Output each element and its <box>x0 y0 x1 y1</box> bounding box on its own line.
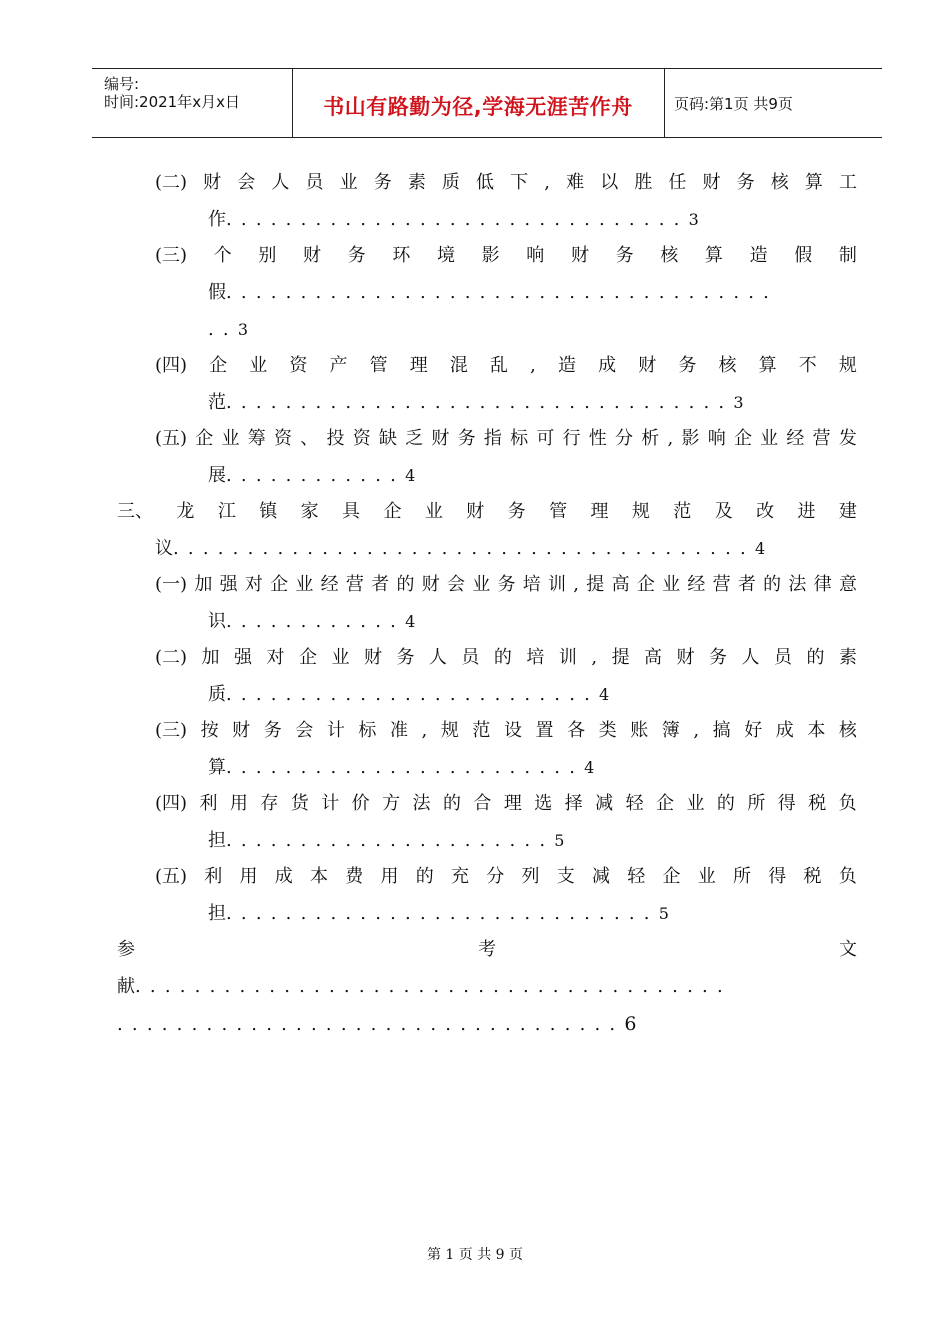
toc-entry-title-line <box>155 166 857 200</box>
page-code: 页码:第1页 共9页 <box>674 95 793 113</box>
toc-entry-char: 成 <box>598 355 617 376</box>
toc-entry-char: 影 <box>681 428 700 449</box>
toc-entry-char: 算 <box>758 355 777 376</box>
toc-entry-leader-line <box>208 897 669 931</box>
dot-leader: ............ <box>226 465 406 486</box>
toc-entry-char: 算 <box>804 172 823 193</box>
toc-entry-char: 本 <box>807 720 826 741</box>
toc-entry-char: 财 <box>431 428 450 449</box>
dot-leader: .. <box>208 319 238 340</box>
toc-entry-char: 财 <box>570 245 589 266</box>
toc-entry-char: 的 <box>716 793 735 814</box>
toc-entry-char: 业 <box>295 574 314 595</box>
toc-entry-leader-line <box>208 386 744 420</box>
toc-entry-char: 营 <box>345 574 364 595</box>
toc-entry-leader-line <box>208 313 248 347</box>
toc-entry-title-line <box>117 495 857 529</box>
dot-leader: .................................. <box>117 1014 625 1035</box>
toc-page-number: 4 <box>754 539 766 558</box>
toc-entry-char: 龙 <box>176 501 195 522</box>
toc-entry-char: 务 <box>497 574 516 595</box>
toc-entry-char: 高 <box>611 574 630 595</box>
toc-entry-char: 业 <box>472 574 491 595</box>
toc-entry-char: 及 <box>714 501 733 522</box>
toc-entry-char: 存 <box>260 793 279 814</box>
toc-entry-char: 低 <box>476 172 495 193</box>
toc-entry-char: , <box>667 428 674 449</box>
toc-entry-char: 财 <box>702 172 721 193</box>
toc-entry-char: 可 <box>536 428 555 449</box>
toc-page-number: 4 <box>599 685 610 704</box>
toc-entry-char: 价 <box>351 793 370 814</box>
toc-entry-char: 、 <box>300 428 319 449</box>
toc-entry-leader-line <box>117 1007 636 1041</box>
toc-entry-leader-line <box>208 751 594 785</box>
toc-entry-char: 析 <box>641 428 660 449</box>
toc-entry-char: 务 <box>678 355 697 376</box>
toc-entry-leader-line <box>208 605 415 639</box>
dot-leader: ...................... <box>226 830 555 851</box>
toc-entry-char: 经 <box>320 574 339 595</box>
toc-entry-char: 准 <box>389 720 408 741</box>
toc-entry-char: 务 <box>373 172 392 193</box>
toc-entry-char: 筹 <box>247 428 266 449</box>
toc-entry-char: 务 <box>507 501 526 522</box>
toc-entry-char: 所 <box>747 793 766 814</box>
toc-entry-char: 财 <box>638 355 657 376</box>
toc-entry-continuation: 献 <box>117 976 135 997</box>
dot-leader: ..................................... <box>226 282 779 303</box>
toc-entry-char: 业 <box>697 866 716 887</box>
toc-entry-char: 任 <box>668 172 687 193</box>
toc-entry-char: , <box>573 574 580 595</box>
toc-entry-char: 企 <box>656 793 675 814</box>
toc-entry-char: 财 <box>303 245 322 266</box>
toc-entry-char: 务 <box>709 647 728 668</box>
toc-entry-char: , <box>544 172 550 193</box>
toc-entry-number: (三) <box>155 720 188 741</box>
page-footer: 第 1 页 共 9 页 <box>426 1247 524 1263</box>
toc-entry-char: 务 <box>736 172 755 193</box>
toc-entry-char: 意 <box>838 574 857 595</box>
toc-entry-char: 择 <box>564 793 583 814</box>
toc-entry-char: 的 <box>806 647 825 668</box>
toc-entry-char: 会 <box>237 172 256 193</box>
toc-entry-char: 胜 <box>634 172 653 193</box>
toc-page-number: 6 <box>624 1013 637 1035</box>
toc-entry-char: 充 <box>451 866 470 887</box>
toc-entry-char: 搞 <box>712 720 731 741</box>
toc-entry-char: 素 <box>407 172 426 193</box>
toc-entry-char: 律 <box>813 574 832 595</box>
toc-entry-char: 改 <box>756 501 775 522</box>
toc-entry-char: 经 <box>687 574 706 595</box>
toc-entry-title-line <box>155 239 857 273</box>
toc-entry-char: 以 <box>600 172 619 193</box>
toc-entry-char: 按 <box>200 720 219 741</box>
toc-entry-char: 会 <box>446 574 465 595</box>
toc-entry-char: 难 <box>566 172 585 193</box>
toc-entry-char: 加 <box>194 574 213 595</box>
toc-entry-char: 设 <box>503 720 522 741</box>
toc-entry-char: 环 <box>392 245 411 266</box>
toc-entry-char: 减 <box>595 793 614 814</box>
toc-entry-char: 培 <box>522 574 541 595</box>
toc-entry-char: 人 <box>428 647 447 668</box>
toc-entry-char: 费 <box>345 866 364 887</box>
toc-entry-char: 税 <box>803 866 822 887</box>
toc-entry-char: 建 <box>838 501 857 522</box>
toc-entry-char: 成 <box>274 866 293 887</box>
toc-entry-char: 支 <box>556 866 575 887</box>
dot-leader: ............ <box>226 611 406 632</box>
toc-entry-char: 账 <box>630 720 649 741</box>
toc-entry-char: 人 <box>741 647 760 668</box>
toc-entry-char: 资 <box>289 355 308 376</box>
toc-entry-char: 法 <box>788 574 807 595</box>
dot-leader: ............................... <box>226 209 689 230</box>
toc-entry-char: 本 <box>310 866 329 887</box>
toc-entry-char: 训 <box>548 574 567 595</box>
dot-leader: ....................................... <box>173 538 755 559</box>
toc-entry-char: 企 <box>662 866 681 887</box>
toc-entry-char: 务 <box>396 647 415 668</box>
toc-entry-char: 资 <box>352 428 371 449</box>
toc-entry-char: 核 <box>718 355 737 376</box>
toc-entry-char: 的 <box>493 647 512 668</box>
toc-entry-char: 计 <box>326 720 345 741</box>
toc-entry-char: 企 <box>383 501 402 522</box>
toc-entry-char: 者 <box>737 574 756 595</box>
toc-entry-char: 分 <box>615 428 634 449</box>
toc-entry-char: 理 <box>503 793 522 814</box>
toc-entry-char: 业 <box>221 428 240 449</box>
toc-entry-char: 法 <box>412 793 431 814</box>
toc-entry-char: 业 <box>662 574 681 595</box>
toc-entry-number: (二) <box>155 172 188 193</box>
toc-entry-char: 企 <box>636 574 655 595</box>
toc-entry-char: 置 <box>535 720 554 741</box>
toc-entry-char: 镇 <box>259 501 278 522</box>
toc-page-number: 4 <box>405 466 416 485</box>
toc-entry-char: 分 <box>486 866 505 887</box>
toc-entry-char: 营 <box>812 428 831 449</box>
toc-entry-char: 高 <box>644 647 663 668</box>
toc-entry-char: 响 <box>526 245 545 266</box>
toc-entry-number: (五) <box>155 866 188 887</box>
toc-entry-char: 行 <box>562 428 581 449</box>
toc-entry-number: (五) <box>155 428 188 449</box>
toc-entry-char: 影 <box>481 245 500 266</box>
toc-entry-char: 对 <box>244 574 263 595</box>
toc-entry-char: 产 <box>329 355 348 376</box>
toc-entry-char: 得 <box>768 866 787 887</box>
toc-entry-char: 务 <box>615 245 634 266</box>
toc-entry-char: 投 <box>326 428 345 449</box>
toc-entry-continuation: 识 <box>208 611 226 632</box>
toc-entry-number: (一) <box>155 574 188 595</box>
toc-entry-title-line <box>155 860 857 894</box>
toc-entry-char: 财 <box>466 501 485 522</box>
toc-entry-char: 计 <box>321 793 340 814</box>
toc-entry-continuation: 质 <box>208 684 226 705</box>
toc-entry-char: 列 <box>521 866 540 887</box>
toc-entry-char: 务 <box>457 428 476 449</box>
toc-entry-char: 所 <box>733 866 752 887</box>
toc-entry-leader-line <box>208 203 699 237</box>
toc-entry-char: 管 <box>369 355 388 376</box>
dot-leader: ........................ <box>226 757 585 778</box>
toc-entry-char: 提 <box>611 647 630 668</box>
toc-entry-char: 的 <box>415 866 434 887</box>
toc-entry-char: 业 <box>760 428 779 449</box>
toc-entry-char: 财 <box>676 647 695 668</box>
toc-entry-char: 减 <box>592 866 611 887</box>
toc-entry-char: 别 <box>258 245 277 266</box>
toc-entry-char: 训 <box>558 647 577 668</box>
toc-entry-leader-line <box>208 678 609 712</box>
toc-entry-title-line <box>155 787 857 821</box>
toc-entry-char: 江 <box>217 501 236 522</box>
toc-entry-char: 务 <box>347 245 366 266</box>
toc-entry-char: 员 <box>461 647 480 668</box>
toc-entry-char: , <box>591 647 598 668</box>
toc-entry-char: 文 <box>839 939 857 960</box>
toc-entry-char: , <box>421 720 428 741</box>
toc-entry-continuation: 展 <box>208 465 226 486</box>
toc-entry-char: 性 <box>588 428 607 449</box>
toc-entry-char: 用 <box>239 866 258 887</box>
toc-entry-title-line <box>155 349 857 383</box>
motto: 书山有路勤为径,学海无涯苦作舟 <box>323 95 633 119</box>
toc-entry-char: 发 <box>838 428 857 449</box>
toc-entry-char: 素 <box>838 647 857 668</box>
toc-entry-char: 造 <box>749 245 768 266</box>
toc-entry-char: 簿 <box>661 720 680 741</box>
toc-entry-char: 混 <box>449 355 468 376</box>
toc-entry-char: 企 <box>209 355 228 376</box>
toc-entry-char: 乏 <box>405 428 424 449</box>
dot-leader: ........................................ <box>135 976 732 997</box>
toc-entry-char: 财 <box>203 172 222 193</box>
toc-entry-char: 缺 <box>378 428 397 449</box>
toc-entry-char: 财 <box>421 574 440 595</box>
toc-entry-char: 响 <box>707 428 726 449</box>
toc-entry-continuation: 议 <box>155 538 173 559</box>
toc-entry-continuation: 担 <box>208 903 226 924</box>
toc-entry-continuation: 范 <box>208 392 226 413</box>
toc-entry-char: 者 <box>371 574 390 595</box>
toc-entry-char: 不 <box>798 355 817 376</box>
toc-entry-char: , <box>693 720 700 741</box>
toc-entry-char: 核 <box>660 245 679 266</box>
toc-entry-char: 合 <box>473 793 492 814</box>
toc-entry-char: 制 <box>838 245 857 266</box>
toc-entry-char: 资 <box>273 428 292 449</box>
toc-entry-char: 利 <box>199 793 218 814</box>
toc-entry-char: 对 <box>266 647 285 668</box>
toc-entry-char: 指 <box>483 428 502 449</box>
toc-entry-char: 工 <box>838 172 857 193</box>
toc-entry-char: 境 <box>436 245 455 266</box>
toc-entry-char: 假 <box>794 245 813 266</box>
toc-entry-char: 具 <box>342 501 361 522</box>
toc-entry-char: 类 <box>598 720 617 741</box>
toc-page-number: 3 <box>733 393 744 412</box>
toc-entry-char: 经 <box>786 428 805 449</box>
toc-entry-title-line <box>155 422 857 456</box>
toc-entry-char: 下 <box>510 172 529 193</box>
toc-entry-char: 的 <box>442 793 461 814</box>
toc-entry-char: 进 <box>797 501 816 522</box>
toc-entry-leader-line <box>155 532 765 566</box>
toc-page-number: 4 <box>405 612 416 631</box>
toc-entry-char: 业 <box>424 501 443 522</box>
toc-entry-continuation: 作 <box>208 209 226 230</box>
toc-entry-title-line <box>155 568 857 602</box>
toc-entry-char: , <box>530 355 536 376</box>
toc-entry-char: 乱 <box>490 355 509 376</box>
toc-entry-char: 负 <box>838 866 857 887</box>
toc-entry-char: 提 <box>586 574 605 595</box>
toc-entry-char: 负 <box>838 793 857 814</box>
time-label: 时间:2021年x月x日 <box>104 93 240 111</box>
toc-page-number: 5 <box>554 831 565 850</box>
toc-entry-number: 三、 <box>117 501 153 522</box>
toc-entry-number: (四) <box>155 355 188 376</box>
dot-leader: ......................... <box>226 684 600 705</box>
toc-entry-char: 财 <box>232 720 251 741</box>
toc-entry-char: 企 <box>270 574 289 595</box>
toc-entry-char: 选 <box>534 793 553 814</box>
toc-entry-title-line <box>155 641 857 675</box>
toc-entry-char: 会 <box>295 720 314 741</box>
toc-entry-char: 理 <box>409 355 428 376</box>
toc-entry-char: 成 <box>775 720 794 741</box>
toc-page-number: 3 <box>237 320 249 339</box>
toc-entry-char: 家 <box>300 501 319 522</box>
toc-entry-number: (二) <box>155 647 188 668</box>
toc-entry-leader-line <box>208 824 564 858</box>
toc-entry-number: (三) <box>155 245 188 266</box>
toc-entry-char: 人 <box>271 172 290 193</box>
dot-leader: .................................. <box>226 392 734 413</box>
toc-entry-continuation: 假 <box>208 282 226 303</box>
toc-entry-char: 管 <box>549 501 568 522</box>
toc-entry-char: 营 <box>712 574 731 595</box>
toc-entry-char: 培 <box>526 647 545 668</box>
toc-entry-char: 利 <box>204 866 223 887</box>
toc-entry-char: 个 <box>213 245 232 266</box>
toc-entry-char: 用 <box>229 793 248 814</box>
toc-entry-char: 企 <box>733 428 752 449</box>
toc-entry-leader-line <box>117 970 732 1004</box>
dot-leader: ............................. <box>226 903 659 924</box>
toc-page-number: 5 <box>658 904 669 923</box>
toc-entry-char: 强 <box>234 647 253 668</box>
toc-entry-char: 货 <box>290 793 309 814</box>
toc-entry-char: 财 <box>363 647 382 668</box>
toc-entry-char: 范 <box>673 501 692 522</box>
toc-entry-char: 得 <box>777 793 796 814</box>
toc-entry-char: 核 <box>838 720 857 741</box>
toc-entry-char: 标 <box>358 720 377 741</box>
toc-entry-char: 业 <box>686 793 705 814</box>
toc-entry-char: 员 <box>773 647 792 668</box>
toc-entry-char: 业 <box>249 355 268 376</box>
toc-entry-char: 企 <box>298 647 317 668</box>
toc-entry-char: 算 <box>704 245 723 266</box>
toc-entry-char: 标 <box>510 428 529 449</box>
toc-entry-char: 用 <box>380 866 399 887</box>
toc-entry-char: 轻 <box>625 793 644 814</box>
toc-entry-char: 员 <box>305 172 324 193</box>
toc-entry-char: 务 <box>263 720 282 741</box>
toc-entry-char: 规 <box>838 355 857 376</box>
toc-entry-number: (四) <box>155 793 188 814</box>
toc-entry-char: 业 <box>339 172 358 193</box>
toc-entry-char: 业 <box>331 647 350 668</box>
toc-entry-continuation: 担 <box>208 830 226 851</box>
toc-entry-continuation: 算 <box>208 757 226 778</box>
toc-page-number: 4 <box>584 758 595 777</box>
toc-entry-char: 理 <box>590 501 609 522</box>
toc-entry-char: 核 <box>770 172 789 193</box>
toc-entry-char: 加 <box>201 647 220 668</box>
toc-entry-char: 的 <box>396 574 415 595</box>
toc-entry-char: 强 <box>219 574 238 595</box>
toc-entry-title-line <box>155 714 857 748</box>
toc-entry-char: 轻 <box>627 866 646 887</box>
toc-entry-char: 好 <box>744 720 763 741</box>
toc-entry-leader-line <box>208 459 415 493</box>
toc-entry-leader-line <box>208 276 778 310</box>
toc-entry-char: 考 <box>478 939 496 960</box>
toc-entry-char: 质 <box>441 172 460 193</box>
toc-entry-char: 参 <box>117 939 135 960</box>
toc-entry-char: 各 <box>567 720 586 741</box>
toc-entry-char: 方 <box>382 793 401 814</box>
toc-page-number: 3 <box>688 210 699 229</box>
toc-entry-title-line <box>117 933 857 967</box>
toc-entry-char: 税 <box>808 793 827 814</box>
toc-entry-char: 范 <box>472 720 491 741</box>
toc-entry-char: 造 <box>558 355 577 376</box>
toc-entry-char: 规 <box>631 501 650 522</box>
toc-entry-char: 企 <box>195 428 214 449</box>
toc-entry-char: 的 <box>763 574 782 595</box>
serial-label: 编号: <box>104 75 140 93</box>
toc-entry-char: 规 <box>440 720 459 741</box>
